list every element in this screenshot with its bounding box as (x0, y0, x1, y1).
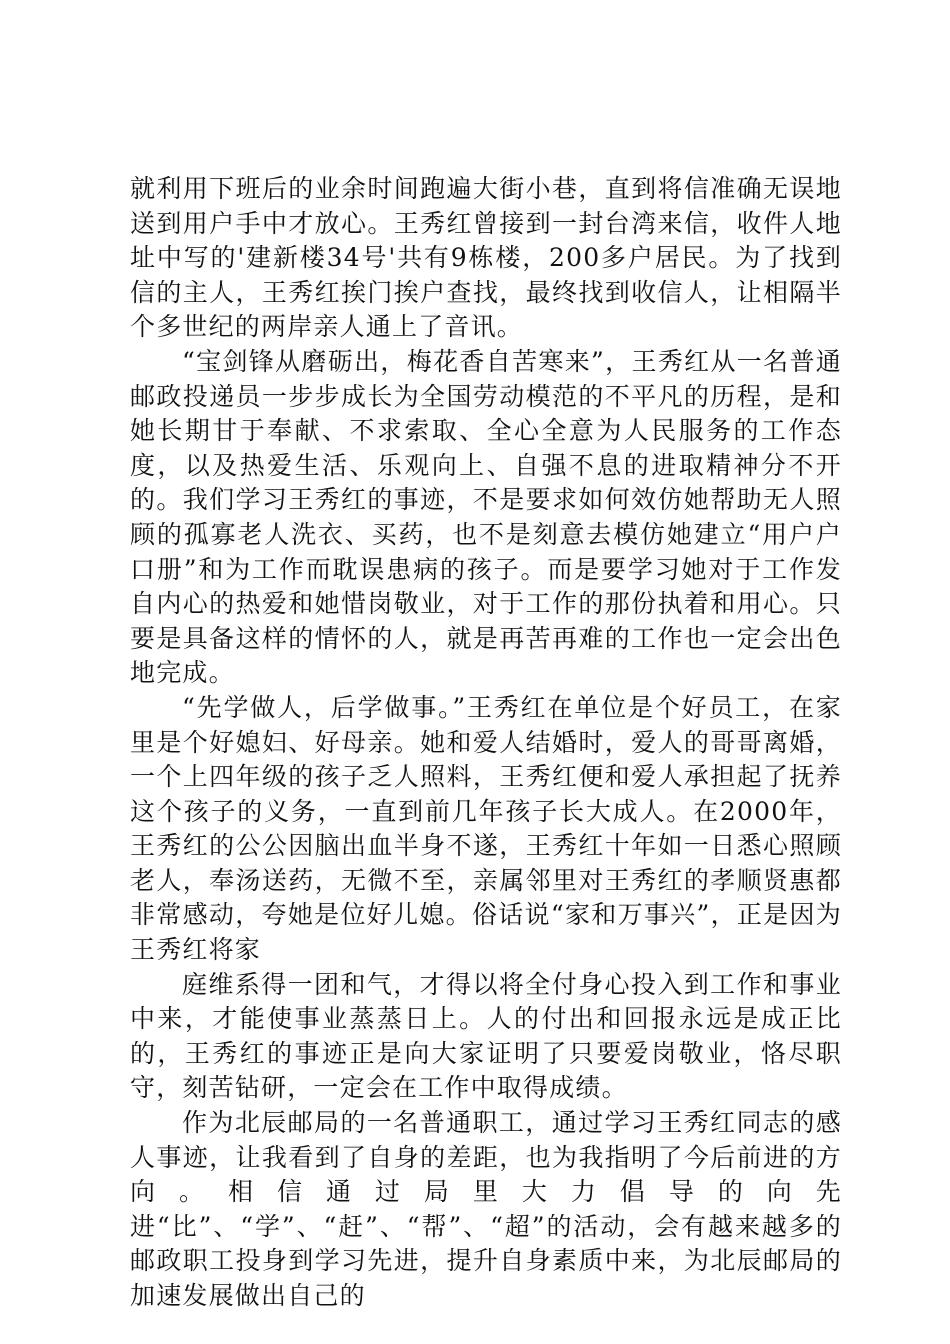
paragraph-1: 就利用下班后的业余时间跑遍大街小巷，直到将信准确无误地送到用户手中才放心。王秀红曾接到一封台湾来信，收件人地址中写的'建新楼34号'共有9栋楼，200多户居民。为了找到信的主人，王秀红挨门挨户查找，最终找到收信人，让相隔半个多世纪的两岸亲人通上了音讯。 (130, 174, 842, 342)
paragraph-2: “宝剑锋从磨砺出，梅花香自苦寒来”，王秀红从一名普通邮政投递员一步步成长为全国劳动模范的不平凡的历程，是和她长期甘于奉献、不求索取、全心全意为人民服务的工作态度，以及热爱生活、乐观向上、自强不息的进取精神分不开的。我们学习王秀红的事迹，不是要求如何效仿她帮助无人照顾的孤寡老人洗衣、买药，也不是刻意去模仿她建立“用户户口册”和为工作而耽误患病的孩子。而是要学习她对于工作发自内心的热爱和她惜岗敬业，对于工作的那份执着和用心。只要是具备这样的情怀的人，就是再苦再难的工作也一定会出色地完成。 (130, 346, 842, 688)
paragraph-5: 作为北辰邮局的一名普通职工，通过学习王秀红同志的感人事迹，让我看到了自身的差距，也为我指明了今后前进的方向。相信通过局里大力倡导的向先进“比”、“学”、“赶”、“帮”、“超”的活动，会有越来越多的邮政职工投身到学习先进，提升自身素质中来，为北辰邮局的加速发展做出自己的 (130, 1108, 842, 1310)
document-body (130, 172, 842, 1314)
paragraph-4: 庭维系得一团和气，才得以将全付身心投入到工作和事业中来，才能使事业蒸蒸日上。人的付出和回报永远是成正比的，王秀红的事迹正是向大家证明了只要爱岗敬业，恪尽职守，刻苦钻研，一定会在工作中取得成绩。 (130, 969, 842, 1103)
paragraph-3: “先学做人，后学做事。”王秀红在单位是个好员工，在家里是个好媳妇、好母亲。她和爱人结婚时，爱人的哥哥离婚，一个上四年级的孩子乏人照料，王秀红便和爱人承担起了抚养这个孩子的义务，一直到前几年孩子长大成人。在2000年，王秀红的公公因脑出血半身不遂，王秀红十年如一日悉心照顾老人，奉汤送药，无微不至，亲属邻里对王秀红的孝顺贤惠都非常感动，夸她是位好儿媳。俗话说“家和万事兴”，正是因为王秀红将家 (130, 692, 842, 965)
